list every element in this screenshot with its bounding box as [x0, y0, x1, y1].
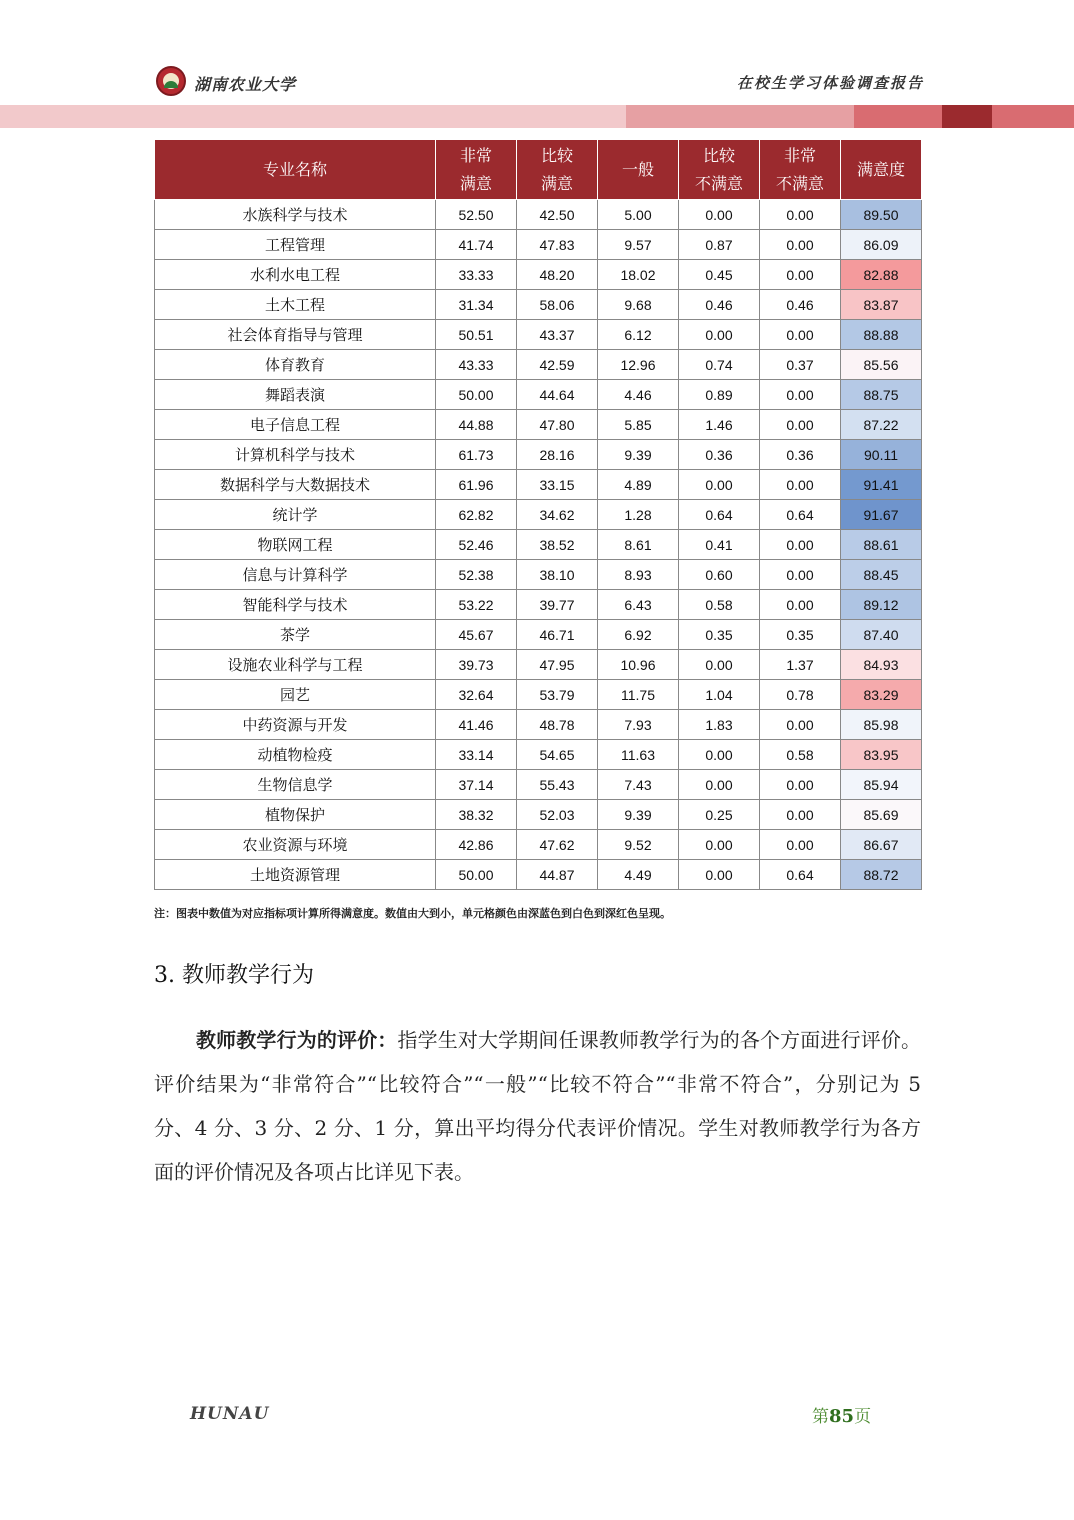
value-cell: 38.10	[517, 560, 598, 590]
footer-brand: HUNAU	[190, 1404, 270, 1424]
major-name-cell: 生物信息学	[155, 770, 436, 800]
value-cell: 0.00	[679, 200, 760, 230]
satisfaction-cell: 89.12	[841, 590, 922, 620]
value-cell: 0.00	[760, 560, 841, 590]
value-cell: 18.02	[598, 260, 679, 290]
value-cell: 47.80	[517, 410, 598, 440]
satisfaction-cell: 82.88	[841, 260, 922, 290]
value-cell: 0.64	[760, 500, 841, 530]
value-cell: 62.82	[436, 500, 517, 530]
value-cell: 0.00	[760, 530, 841, 560]
satisfaction-cell: 86.09	[841, 230, 922, 260]
value-cell: 9.68	[598, 290, 679, 320]
value-cell: 0.00	[679, 830, 760, 860]
value-cell: 33.15	[517, 470, 598, 500]
value-cell: 0.00	[760, 380, 841, 410]
value-cell: 0.46	[679, 290, 760, 320]
table-row	[155, 680, 922, 710]
value-cell: 6.43	[598, 590, 679, 620]
major-name-cell: 电子信息工程	[155, 410, 436, 440]
value-cell: 11.63	[598, 740, 679, 770]
table-note: 注：图表中数值为对应指标项计算所得满意度。数值由大到小，单元格颜色由深蓝色到白色到深红色呈现。	[154, 907, 671, 920]
value-cell: 1.83	[679, 710, 760, 740]
value-cell: 5.85	[598, 410, 679, 440]
page-number	[812, 1402, 871, 1427]
satisfaction-cell: 85.56	[841, 350, 922, 380]
value-cell: 12.96	[598, 350, 679, 380]
value-cell: 33.14	[436, 740, 517, 770]
value-cell: 32.64	[436, 680, 517, 710]
value-cell: 0.60	[679, 560, 760, 590]
value-cell: 11.75	[598, 680, 679, 710]
value-cell: 0.37	[760, 350, 841, 380]
table-row	[155, 380, 922, 410]
value-cell: 37.14	[436, 770, 517, 800]
table-row	[155, 740, 922, 770]
major-name-cell: 信息与计算科学	[155, 560, 436, 590]
satisfaction-cell: 84.93	[841, 650, 922, 680]
table-row	[155, 260, 922, 290]
table-row	[155, 830, 922, 860]
value-cell: 0.45	[679, 260, 760, 290]
satisfaction-cell: 85.69	[841, 800, 922, 830]
value-cell: 42.59	[517, 350, 598, 380]
major-name-cell: 统计学	[155, 500, 436, 530]
value-cell: 0.00	[760, 710, 841, 740]
value-cell: 4.49	[598, 860, 679, 890]
value-cell: 0.89	[679, 380, 760, 410]
major-name-cell: 社会体育指导与管理	[155, 320, 436, 350]
value-cell: 47.95	[517, 650, 598, 680]
table-body	[155, 200, 922, 890]
satisfaction-cell: 91.67	[841, 500, 922, 530]
major-name-cell: 数据科学与大数据技术	[155, 470, 436, 500]
value-cell: 43.33	[436, 350, 517, 380]
value-cell: 34.62	[517, 500, 598, 530]
value-cell: 61.73	[436, 440, 517, 470]
value-cell: 0.36	[760, 440, 841, 470]
report-title: 在校生学习体验调查报告	[736, 74, 924, 92]
table-row	[155, 770, 922, 800]
value-cell: 0.00	[760, 800, 841, 830]
column-header: 比较 满意	[517, 140, 598, 200]
header-band	[854, 105, 942, 128]
satisfaction-cell: 87.40	[841, 620, 922, 650]
value-cell: 46.71	[517, 620, 598, 650]
value-cell: 55.43	[517, 770, 598, 800]
value-cell: 0.00	[760, 410, 841, 440]
paragraph-lead: 教师教学行为的评价：	[196, 1028, 398, 1052]
value-cell: 0.00	[760, 320, 841, 350]
value-cell: 1.28	[598, 500, 679, 530]
major-name-cell: 计算机科学与技术	[155, 440, 436, 470]
value-cell: 0.00	[679, 320, 760, 350]
section-title: 3. 教师教学行为	[154, 963, 314, 988]
value-cell: 43.37	[517, 320, 598, 350]
header-band	[992, 105, 1074, 128]
column-header: 非常 满意	[436, 140, 517, 200]
table-row	[155, 620, 922, 650]
value-cell: 39.77	[517, 590, 598, 620]
major-name-cell: 茶学	[155, 620, 436, 650]
table-row	[155, 410, 922, 440]
value-cell: 45.67	[436, 620, 517, 650]
value-cell: 44.64	[517, 380, 598, 410]
major-name-cell: 植物保护	[155, 800, 436, 830]
satisfaction-cell: 85.98	[841, 710, 922, 740]
major-name-cell: 水族科学与技术	[155, 200, 436, 230]
column-header: 一般	[598, 140, 679, 200]
value-cell: 53.22	[436, 590, 517, 620]
value-cell: 0.74	[679, 350, 760, 380]
value-cell: 1.46	[679, 410, 760, 440]
value-cell: 8.61	[598, 530, 679, 560]
value-cell: 9.57	[598, 230, 679, 260]
column-header: 非常 不满意	[760, 140, 841, 200]
major-name-cell: 农业资源与环境	[155, 830, 436, 860]
satisfaction-cell: 87.22	[841, 410, 922, 440]
page-suffix: 页	[854, 1407, 872, 1427]
value-cell: 33.33	[436, 260, 517, 290]
value-cell: 0.35	[679, 620, 760, 650]
page-number-value: 85	[829, 1406, 855, 1427]
value-cell: 52.38	[436, 560, 517, 590]
satisfaction-cell: 88.61	[841, 530, 922, 560]
value-cell: 38.32	[436, 800, 517, 830]
value-cell: 0.58	[679, 590, 760, 620]
value-cell: 47.62	[517, 830, 598, 860]
value-cell: 9.39	[598, 440, 679, 470]
value-cell: 6.92	[598, 620, 679, 650]
paragraph-body: 指学生对大学期间任课教师教学行为的各个方面进行评价。评价结果为“非常符合”“比较符合”“一般”“比较不符合”“非常不符合”，分别记为 5 分、4 分、3 分、2 分、1 分，算出平均得分代表评价情况。学生对教师教学行为各方面的评价情况及各项占比详见下表。	[154, 1028, 922, 1184]
value-cell: 0.58	[760, 740, 841, 770]
major-name-cell: 中药资源与开发	[155, 710, 436, 740]
table-row	[155, 230, 922, 260]
value-cell: 52.50	[436, 200, 517, 230]
table-header-row	[155, 140, 922, 200]
value-cell: 1.04	[679, 680, 760, 710]
value-cell: 58.06	[517, 290, 598, 320]
satisfaction-cell: 83.95	[841, 740, 922, 770]
header-band	[626, 105, 854, 128]
value-cell: 44.88	[436, 410, 517, 440]
value-cell: 0.00	[679, 860, 760, 890]
value-cell: 47.83	[517, 230, 598, 260]
major-name-cell: 动植物检疫	[155, 740, 436, 770]
value-cell: 0.00	[679, 770, 760, 800]
value-cell: 52.46	[436, 530, 517, 560]
table-row	[155, 440, 922, 470]
value-cell: 41.74	[436, 230, 517, 260]
value-cell: 39.73	[436, 650, 517, 680]
page-prefix: 第	[812, 1407, 829, 1427]
value-cell: 42.50	[517, 200, 598, 230]
value-cell: 10.96	[598, 650, 679, 680]
page-header	[0, 0, 1074, 130]
value-cell: 48.20	[517, 260, 598, 290]
value-cell: 54.65	[517, 740, 598, 770]
value-cell: 0.78	[760, 680, 841, 710]
value-cell: 7.43	[598, 770, 679, 800]
header-band	[0, 105, 626, 128]
value-cell: 0.00	[760, 770, 841, 800]
table-row	[155, 320, 922, 350]
value-cell: 31.34	[436, 290, 517, 320]
value-cell: 0.00	[679, 740, 760, 770]
major-name-cell: 工程管理	[155, 230, 436, 260]
satisfaction-cell: 91.41	[841, 470, 922, 500]
table-row	[155, 200, 922, 230]
value-cell: 0.00	[679, 650, 760, 680]
value-cell: 0.00	[760, 830, 841, 860]
value-cell: 50.00	[436, 860, 517, 890]
value-cell: 0.00	[760, 230, 841, 260]
value-cell: 28.16	[517, 440, 598, 470]
satisfaction-cell: 86.67	[841, 830, 922, 860]
table-row	[155, 710, 922, 740]
column-header: 满意度	[841, 140, 922, 200]
value-cell: 38.52	[517, 530, 598, 560]
value-cell: 0.35	[760, 620, 841, 650]
value-cell: 5.00	[598, 200, 679, 230]
value-cell: 61.96	[436, 470, 517, 500]
column-header: 比较 不满意	[679, 140, 760, 200]
satisfaction-cell: 83.87	[841, 290, 922, 320]
table-row	[155, 500, 922, 530]
major-name-cell: 舞蹈表演	[155, 380, 436, 410]
value-cell: 42.86	[436, 830, 517, 860]
value-cell: 4.89	[598, 470, 679, 500]
major-name-cell: 水利水电工程	[155, 260, 436, 290]
major-name-cell: 物联网工程	[155, 530, 436, 560]
satisfaction-cell: 83.29	[841, 680, 922, 710]
header-band	[942, 105, 992, 128]
value-cell: 6.12	[598, 320, 679, 350]
column-header: 专业名称	[155, 140, 436, 200]
table-row	[155, 800, 922, 830]
major-name-cell: 园艺	[155, 680, 436, 710]
value-cell: 0.87	[679, 230, 760, 260]
satisfaction-cell: 88.45	[841, 560, 922, 590]
value-cell: 8.93	[598, 560, 679, 590]
value-cell: 53.79	[517, 680, 598, 710]
value-cell: 7.93	[598, 710, 679, 740]
table-row	[155, 590, 922, 620]
table-row	[155, 650, 922, 680]
value-cell: 0.41	[679, 530, 760, 560]
value-cell: 0.36	[679, 440, 760, 470]
satisfaction-table	[154, 139, 922, 890]
value-cell: 44.87	[517, 860, 598, 890]
body-paragraph	[154, 1018, 921, 1194]
table-row	[155, 470, 922, 500]
satisfaction-cell: 88.75	[841, 380, 922, 410]
value-cell: 0.00	[760, 200, 841, 230]
value-cell: 9.39	[598, 800, 679, 830]
major-name-cell: 智能科学与技术	[155, 590, 436, 620]
satisfaction-cell: 90.11	[841, 440, 922, 470]
value-cell: 41.46	[436, 710, 517, 740]
value-cell: 0.00	[760, 470, 841, 500]
value-cell: 0.64	[760, 860, 841, 890]
university-logo-icon	[156, 66, 186, 96]
value-cell: 1.37	[760, 650, 841, 680]
major-name-cell: 土地资源管理	[155, 860, 436, 890]
value-cell: 50.51	[436, 320, 517, 350]
value-cell: 0.00	[760, 590, 841, 620]
value-cell: 0.25	[679, 800, 760, 830]
value-cell: 48.78	[517, 710, 598, 740]
value-cell: 4.46	[598, 380, 679, 410]
satisfaction-cell: 85.94	[841, 770, 922, 800]
major-name-cell: 设施农业科学与工程	[155, 650, 436, 680]
table-row	[155, 530, 922, 560]
value-cell: 0.00	[760, 260, 841, 290]
value-cell: 0.46	[760, 290, 841, 320]
value-cell: 0.00	[679, 470, 760, 500]
value-cell: 9.52	[598, 830, 679, 860]
major-name-cell: 体育教育	[155, 350, 436, 380]
table-row	[155, 350, 922, 380]
satisfaction-cell: 89.50	[841, 200, 922, 230]
value-cell: 52.03	[517, 800, 598, 830]
value-cell: 0.64	[679, 500, 760, 530]
table-row	[155, 860, 922, 890]
satisfaction-cell: 88.72	[841, 860, 922, 890]
university-name: 湖南农业大学	[194, 75, 297, 94]
major-name-cell: 土木工程	[155, 290, 436, 320]
table-row	[155, 560, 922, 590]
value-cell: 50.00	[436, 380, 517, 410]
satisfaction-cell: 88.88	[841, 320, 922, 350]
table-row	[155, 290, 922, 320]
